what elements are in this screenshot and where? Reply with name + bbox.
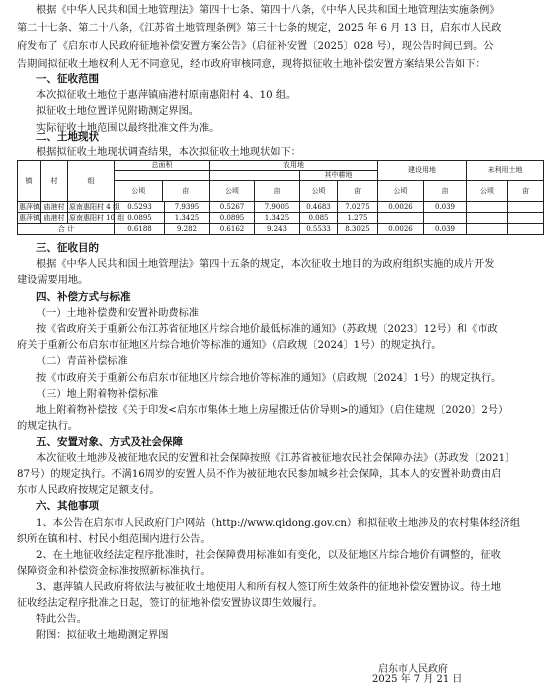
section-6-text: 保障资金和补偿资金标准按照新标准执行。 xyxy=(17,566,211,577)
unit-ha: 公顷 xyxy=(210,180,255,201)
unit-mu: 亩 xyxy=(338,181,378,202)
cell-value: 9.243 xyxy=(255,224,300,235)
section-1-text: 本次拟征收土地位于惠萍镇庙港村原南惠阳村 4、10 组。 xyxy=(36,90,297,101)
section-6-text: 1、本公告在启东市人民政府门户网站（http://www.qidong.gov.cn）和拟征收土地涉及的农村集体经济组 xyxy=(36,518,521,529)
unit-mu: 亩 xyxy=(424,181,467,202)
cell-value: 0.0895 xyxy=(210,213,255,224)
unit-mu: 亩 xyxy=(508,181,544,202)
section-2-heading: 二、土地现状 xyxy=(36,131,99,143)
header-total-area: 总面积 xyxy=(115,161,210,171)
signature-org: 启东市人民政府 xyxy=(378,664,448,675)
cell-value: 7.9005 xyxy=(255,202,300,213)
intro-line-4: 告期间拟征收土地权利人无不同意见，经市政府审核同意，现将拟征收土地补偿安置方案结果公告如下： xyxy=(17,59,486,70)
unit-pair xyxy=(115,180,209,201)
cell-group: 原南惠阳村 4 组 xyxy=(69,202,120,211)
unit-mu: 亩 xyxy=(255,180,299,201)
intro-line-2: 第二十七条、第二十八条，《江苏省土地管理条例》第三十七条的规定，2025 年 6 月 13 日，启东市人民政 xyxy=(17,23,502,34)
cell-value: 1.3425 xyxy=(255,213,300,224)
cell-value: 0.5267 xyxy=(210,202,255,213)
cell-value xyxy=(424,213,467,224)
cell-value: 7.9395 xyxy=(165,202,210,213)
unit-ha: 公顷 xyxy=(467,181,508,202)
unit-ha: 公顷 xyxy=(300,181,338,202)
cell-value: 1.275 xyxy=(338,213,378,224)
section-3-text: 建设需要用地。 xyxy=(17,275,89,286)
section-6-heading: 六、其他事项 xyxy=(36,500,99,512)
header-blank xyxy=(210,171,300,202)
cell-value: 9.282 xyxy=(165,224,210,235)
section-1-heading: 一、征收范围 xyxy=(36,73,99,85)
section-4-subheading: （一）土地补偿费和安置补助费标准 xyxy=(36,308,199,319)
cell-value: 0.4683 xyxy=(300,202,338,213)
section-5-text: 本次征收土地涉及被征地农民的安置和社会保障按照《江苏省被征地农民社会保障办法》（苏政发〔2021〕 xyxy=(36,453,516,464)
cell-value: 8.3025 xyxy=(338,224,378,235)
header-blank xyxy=(115,171,210,202)
cell-value: 0.5293 xyxy=(115,202,165,213)
land-status-table xyxy=(17,160,544,235)
header-village: 村 xyxy=(41,161,68,202)
section-4-subheading: （二）青苗补偿标准 xyxy=(36,356,128,367)
cell-value: 0.0026 xyxy=(378,224,424,235)
unit-mu: 亩 xyxy=(163,180,210,201)
section-6-text: 2、在土地征收经法定程序批准时，社会保障费用标准如有变化，以及征地区片综合地价有调整的，征收 xyxy=(36,550,501,561)
header-unused-land: 未利用土地 xyxy=(467,161,544,181)
section-4-text: 按《省政府关于重新公布江苏省征地区片综合地价最低标准的通知》（苏政规〔2023〕12号）和《市政 xyxy=(36,324,498,335)
section-6-text: 征收经法定程序批准之日起，签订的征地补偿安置协议即生效履行。 xyxy=(17,598,323,609)
section-5-text: 东市人民政府按规定足额支付。 xyxy=(17,485,160,496)
cell-town: 惠萍镇 xyxy=(19,202,40,211)
cell-value xyxy=(508,202,544,213)
section-4-text: 按《市政府关于重新公布启东市征地区片综合地价等标准的通知》（启政规〔2024〕1号）的规定执行。 xyxy=(36,373,502,384)
section-3-text: 根据《中华人民共和国土地管理法》第四十五条的规定，本次征收土地目的为政府组织实施的成片开发 xyxy=(36,259,495,270)
section-1-text: 实际征收土地范围以最终批准文件为准。 xyxy=(36,123,220,134)
table-total-row xyxy=(18,224,544,235)
unit-pair xyxy=(210,180,299,201)
cell-group: 原南惠阳村 10 组 xyxy=(69,213,125,222)
cell-value xyxy=(467,202,508,213)
cell-value xyxy=(508,213,544,224)
header-cultivated: 其中耕地 xyxy=(300,171,378,181)
table-row xyxy=(18,213,544,224)
section-2-text: 根据拟征收土地现状调查结果，本次拟征收土地现状如下： xyxy=(36,147,301,158)
table-row xyxy=(18,202,544,213)
attachment-text: 附图：拟征收土地勘测定界图 xyxy=(36,630,169,641)
cell-value xyxy=(378,213,424,224)
cell-value: 0.5533 xyxy=(300,224,338,235)
header-town: 镇 xyxy=(18,161,41,202)
cell-value: 0.6162 xyxy=(210,224,255,235)
intro-line-1: 根据《中华人民共和国土地管理法》第四十七条、第四十八条，《中华人民共和国土地管理法实施条例》 xyxy=(36,5,500,16)
cell-village: 庙港村 xyxy=(41,202,68,213)
cell-value: 0.085 xyxy=(300,213,338,224)
intro-line-3: 府发布了《启东市人民政府征地补偿安置方案公告》（启征补安置〔2025〕028 号），现公告时间已到。公 xyxy=(17,41,494,52)
cell-value: 0.6188 xyxy=(115,224,165,235)
cell-value: 0.0895 xyxy=(115,213,165,224)
cell-value: 1.3425 xyxy=(165,213,210,224)
closing-text: 特此公告。 xyxy=(36,614,87,625)
unit-ha: 公顷 xyxy=(115,180,163,201)
header-group: 组 xyxy=(68,161,115,202)
section-4-text: 府关于重新公布启东市征地区片综合地价等标准的通知》（启政规〔2024〕1号）的规定执行。 xyxy=(17,340,442,351)
cell-value xyxy=(467,213,508,224)
cell-value xyxy=(467,224,508,235)
header-farmland: 农用地 xyxy=(210,161,378,171)
section-4-subheading: （三）地上附着物补偿标准 xyxy=(36,389,159,400)
section-6-text: 织所在镇和村、村民小组范围内进行公告。 xyxy=(17,534,211,545)
cell-village: 庙港村 xyxy=(41,213,68,224)
cell-total-label: 合 计 xyxy=(18,224,115,235)
cell-value xyxy=(508,224,544,235)
unit-ha: 公顷 xyxy=(378,181,424,202)
cell-value: 0.039 xyxy=(424,224,467,235)
header-construction-land: 建设用地 xyxy=(378,161,467,181)
section-4-heading: 四、补偿方式与标准 xyxy=(36,291,131,303)
section-6-text: 3、惠萍镇人民政府将依法与被征收土地使用人和所有权人签订所生效条件的征地补偿安置协议。待土地 xyxy=(36,582,501,593)
cell-value: 7.0275 xyxy=(338,202,378,213)
cell-value: 0.039 xyxy=(424,202,467,213)
section-1-text: 拟征收土地位置详见附勘测定界图。 xyxy=(36,106,199,117)
cell-town: 惠萍镇 xyxy=(19,213,40,222)
section-4-text: 的规定执行。 xyxy=(17,421,79,432)
cell-value: 0.0026 xyxy=(378,202,424,213)
section-5-text: 87号）的规定执行。不满16周岁的安置人员不作为被征地农民参加城乡社会保障，其本人的安置补助费由启 xyxy=(17,469,502,480)
section-3-heading: 三、征收目的 xyxy=(36,242,99,254)
signature-date: 2025 年 7 月 21 日 xyxy=(372,674,463,685)
section-5-heading: 五、安置对象、方式及社会保障 xyxy=(36,436,183,448)
table-header-row xyxy=(18,161,544,171)
section-4-text: 地上附着物补偿按《关于印发<启东市集体土地上房屋搬迁估价导则>的通知》（启住建规〔2020〕2号） xyxy=(36,405,509,416)
